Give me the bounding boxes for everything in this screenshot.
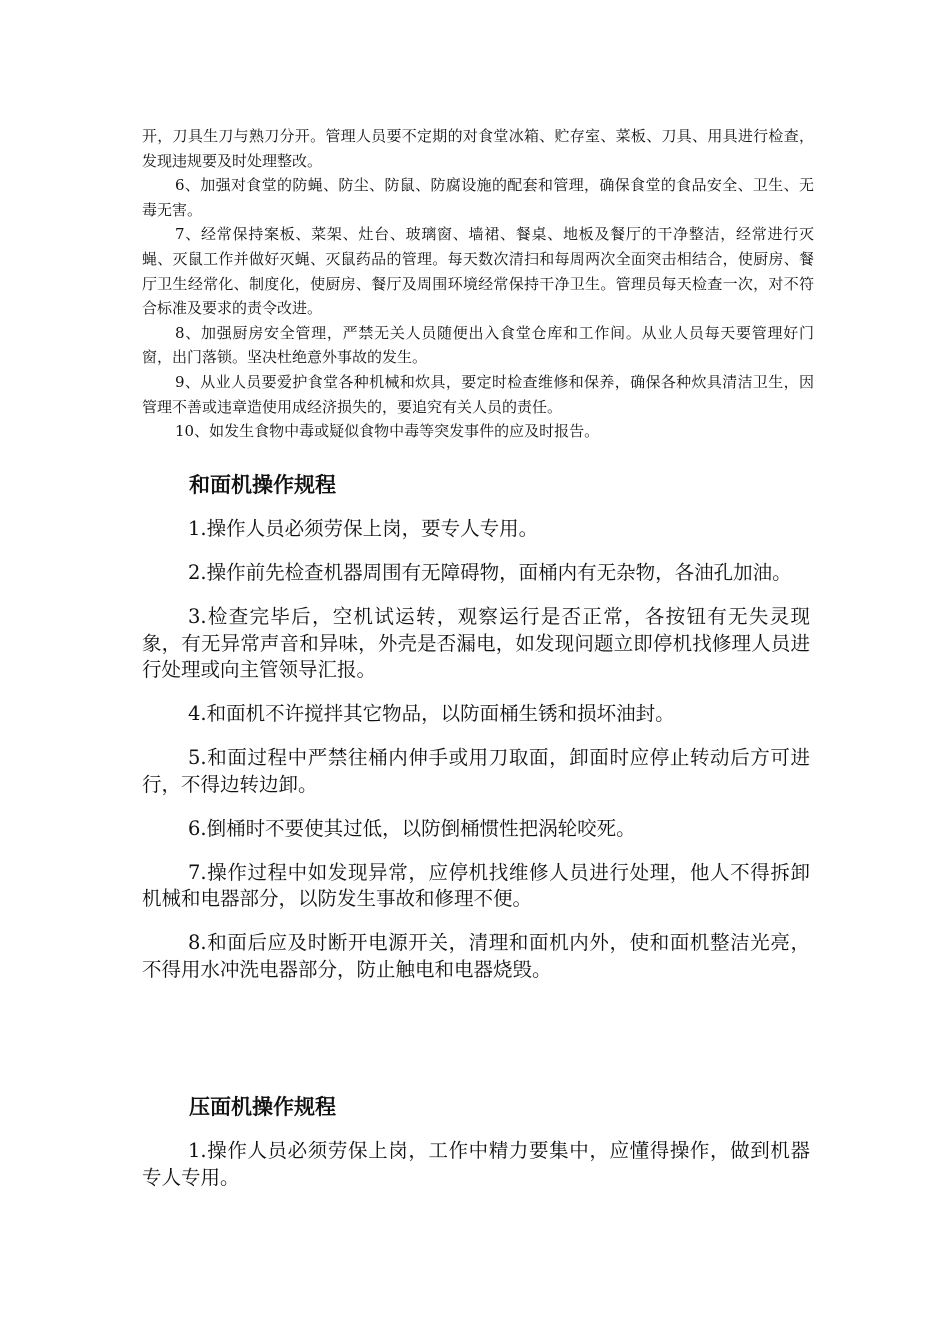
dough-mixer-step-5: 5.和面过程中严禁往桶内伸手或用刀取面，卸面时应停止转动后方可进行，不得边转边卸。 <box>142 746 810 796</box>
dough-mixer-step-6: 6.倒桶时不要使其过低，以防倒桶惯性把涡轮咬死。 <box>188 816 636 840</box>
dough-mixer-step-1: 1.操作人员必须劳保上岗，要专人专用。 <box>188 517 539 540</box>
dough-mixer-steps <box>142 516 810 1001</box>
noodle-press-steps <box>142 1138 810 1209</box>
dough-mixer-step-8: 8.和面后应及时断开电源开关，清理和面机内外，使和面机整洁光亮，不得用水冲洗电器部分，防止触电和电器烧毁。 <box>142 931 810 981</box>
rule-item-9: 9、从业人员要爱护食堂各种机械和炊具，要定时检查维修和保养，确保各种炊具清洁卫生，因管理不善或违章造使用成经济损失的，要追究有关人员的责任。 <box>142 372 814 416</box>
dough-mixer-step-4: 4.和面机不许搅拌其它物品，以防面桶生锈和损坏油封。 <box>188 702 675 725</box>
rule-item-8: 8、加强厨房安全管理，严禁无关人员随便出入食堂仓库和工作间。从业人员每天要管理好门窗，出门落锁。坚决杜绝意外事故的发生。 <box>142 323 814 367</box>
noodle-press-heading: 压面机操作规程 <box>189 1095 336 1119</box>
dough-mixer-step-3: 3.检查完毕后，空机试运转，观察运行是否正常，各按钮有无失灵现象，有无异常声音和异味，外壳是否漏电，如发现问题立即停机找修理人员进行处理或向主管领导汇报。 <box>142 605 810 681</box>
rule-item-10: 10、如发生食物中毒或疑似食物中毒等突发事件的应及时报告。 <box>175 422 600 441</box>
noodle-press-step-1: 1.操作人员必须劳保上岗，工作中精力要集中，应懂得操作，做到机器专人专用。 <box>142 1139 810 1189</box>
dough-mixer-heading: 和面机操作规程 <box>189 473 336 497</box>
dough-mixer-step-7: 7.操作过程中如发现异常，应停机找维修人员进行处理，他人不得拆卸机械和电器部分，以防发生事故和修理不便。 <box>142 860 810 910</box>
rule-item-7: 7、经常保持案板、菜架、灶台、玻璃窗、墙裙、餐桌、地板及餐厅的干净整洁，经常进行灭蝇、灭鼠工作并做好灭蝇、灭鼠药品的管理。每天数次清扫和每周两次全面突击相结合，使厨房、餐厅卫生经常化、制度化，使厨房、餐厅及周围环境经常保持干净卫生。管理员每天检查一次，对不符合标准及要求的责令改进。 <box>142 225 814 318</box>
canteen-rules-section <box>142 124 814 444</box>
dough-mixer-step-2: 2.操作前先检查机器周围有无障碍物，面桶内有无杂物，各油孔加油。 <box>188 561 792 584</box>
rule-item-6: 6、加强对食堂的防蝇、防尘、防鼠、防腐设施的配套和管理，确保食堂的食品安全、卫生、无毒无害。 <box>142 176 814 219</box>
rule-continuation: 开，刀具生刀与熟刀分开。管理人员要不定期的对食堂冰箱、贮存室、菜板、刀具、用具进行检查，发现违规要及时处理整改。 <box>142 127 814 170</box>
